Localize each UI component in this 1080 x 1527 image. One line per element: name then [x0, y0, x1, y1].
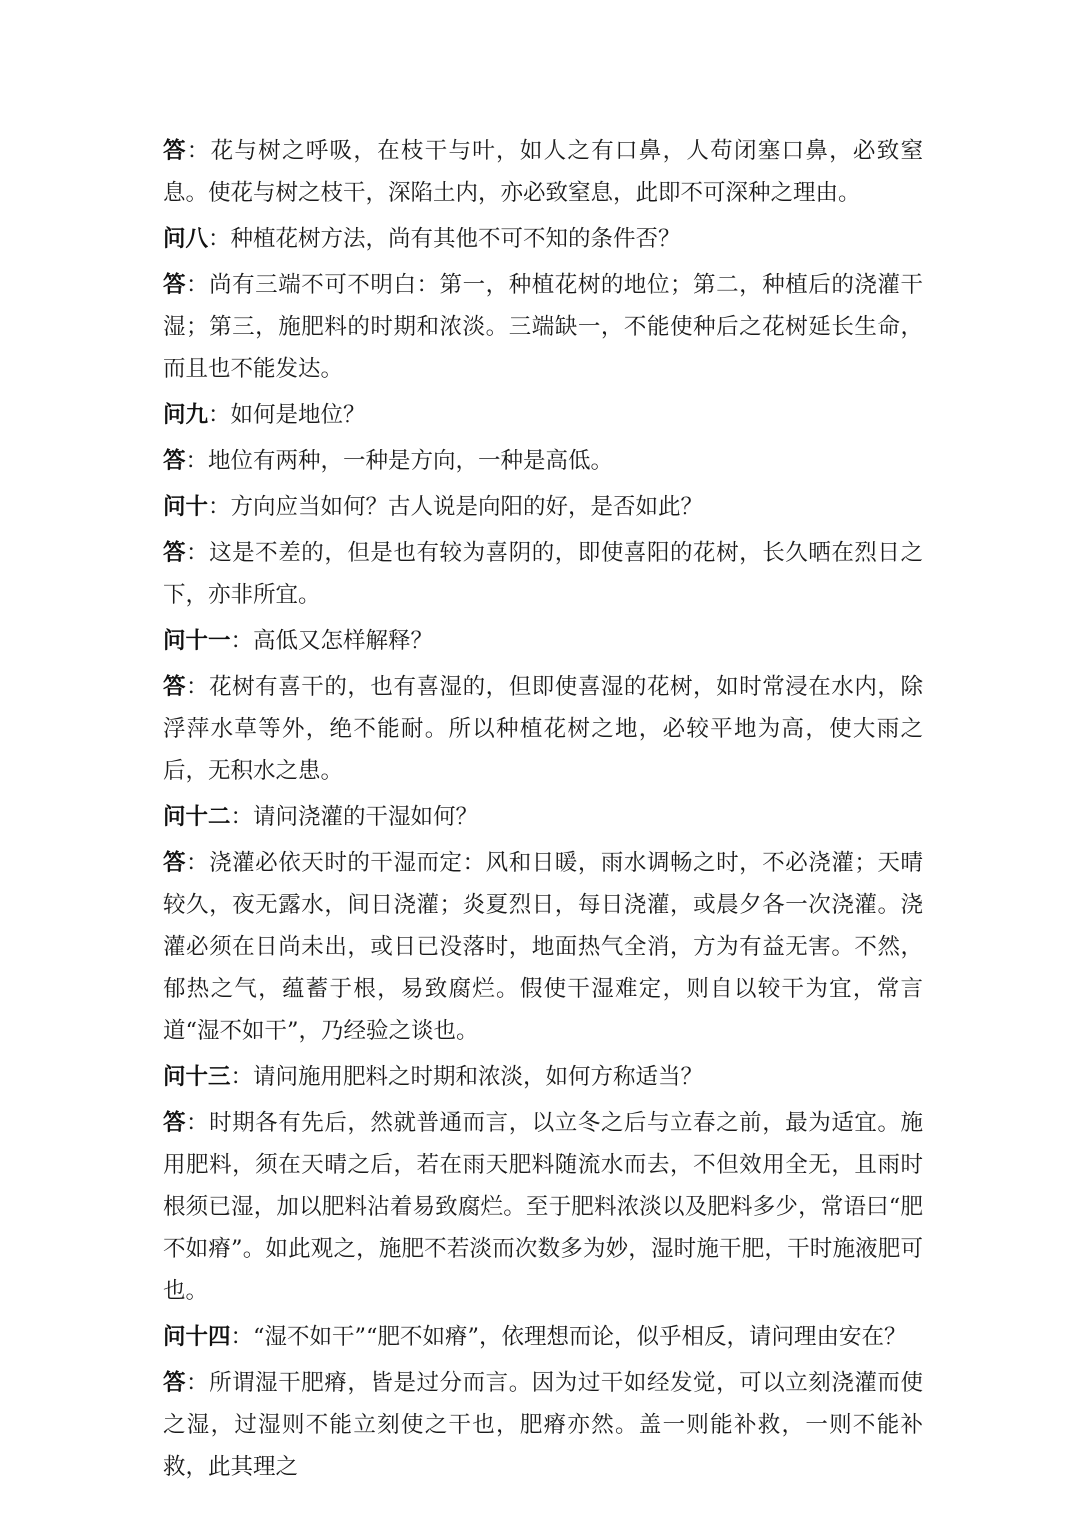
answer-paragraph [163, 264, 923, 390]
question-label: 问九 [163, 402, 209, 428]
answer-text: ：这是不差的，但是也有较为喜阴的，即使喜阳的花树，长久晒在烈日之下，亦非所宜。 [163, 540, 923, 608]
question-paragraph [163, 486, 923, 528]
question-label: 问十四 [163, 1324, 231, 1350]
answer-label: 答 [163, 540, 187, 566]
question-paragraph [163, 218, 923, 260]
question-text: ：如何是地位？ [208, 402, 366, 428]
question-paragraph [163, 394, 923, 436]
question-text: ：方向应当如何？古人说是向阳的好，是否如此？ [208, 494, 704, 520]
question-label: 问十一 [163, 628, 231, 654]
question-text: ：种植花树方法，尚有其他不可不知的条件否？ [208, 226, 681, 252]
answer-label: 答 [163, 448, 186, 474]
question-label: 问十 [163, 494, 209, 520]
question-label: 问十三 [163, 1064, 231, 1090]
question-label: 问八 [163, 226, 209, 252]
question-text: ：请问浇灌的干湿如何？ [230, 804, 479, 830]
answer-paragraph [163, 842, 923, 1052]
answer-text: ：所谓湿干肥瘠，皆是过分而言。因为过干如经发觉，可以立刻浇灌而使之湿，过湿则不能立刻使之干也，肥瘠亦然。盖一则能补救，一则不能补救，此其理之 [163, 1370, 923, 1480]
answer-label: 答 [163, 1110, 187, 1136]
answer-label: 答 [163, 674, 187, 700]
answer-label: 答 [163, 1370, 187, 1396]
question-paragraph [163, 796, 923, 838]
answer-paragraph [163, 1102, 923, 1312]
answer-text: ：花与树之呼吸，在枝干与叶，如人之有口鼻，人苟闭塞口鼻，必致窒息。使花与树之枝干，深陷土内，亦必致窒息，此即不可深种之理由。 [163, 138, 923, 206]
answer-text: ：地位有两种，一种是方向，一种是高低。 [185, 448, 614, 474]
answer-paragraph [163, 1362, 923, 1488]
answer-paragraph [163, 440, 923, 482]
answer-label: 答 [163, 138, 187, 164]
question-text: ：“湿不如干”“肥不如瘠”，依理想而论，似乎相反，请问理由安在？ [230, 1324, 907, 1350]
question-text: ：高低又怎样解释？ [230, 628, 434, 654]
answer-paragraph [163, 532, 923, 616]
answer-label: 答 [163, 850, 187, 876]
answer-label: 答 [163, 272, 187, 298]
question-paragraph [163, 1056, 923, 1098]
question-paragraph [163, 1316, 923, 1358]
question-label: 问十二 [163, 804, 231, 830]
answer-text: ：尚有三端不可不明白：第一，种植花树的地位；第二，种植后的浇灌干湿；第三，施肥料的时期和浓淡。三端缺一，不能使种后之花树延长生命，而且也不能发达。 [163, 272, 923, 382]
document-body [163, 130, 923, 1492]
answer-text: ：浇灌必依天时的干湿而定：风和日暖，雨水调畅之时，不必浇灌；天晴较久，夜无露水，间日浇灌；炎夏烈日，每日浇灌，或晨夕各一次浇灌。浇灌必须在日尚未出，或日已没落时，地面热气全消，方为有益无害。不然，郁热之气，蕴蓄于根，易致腐烂。假使干湿难定，则自以较干为宜，常言道“湿不如干”，乃经验之谈也。 [163, 850, 923, 1044]
question-paragraph [163, 620, 923, 662]
answer-paragraph [163, 666, 923, 792]
question-text: ：请问施用肥料之时期和浓淡，如何方称适当？ [230, 1064, 704, 1090]
answer-text: ：花树有喜干的，也有喜湿的，但即使喜湿的花树，如时常浸在水内，除浮萍水草等外，绝不能耐。所以种植花树之地，必较平地为高，使大雨之后，无积水之患。 [163, 674, 923, 784]
answer-text: ：时期各有先后，然就普通而言，以立冬之后与立春之前，最为适宜。施用肥料，须在天晴之后，若在雨天肥料随流水而去，不但效用全无，且雨时根须已湿，加以肥料沾着易致腐烂。至于肥料浓淡以及肥料多少，常语曰“肥不如瘠”。如此观之，施肥不若淡而次数多为妙，湿时施干肥，干时施液肥可也。 [163, 1110, 923, 1304]
answer-paragraph [163, 130, 923, 214]
